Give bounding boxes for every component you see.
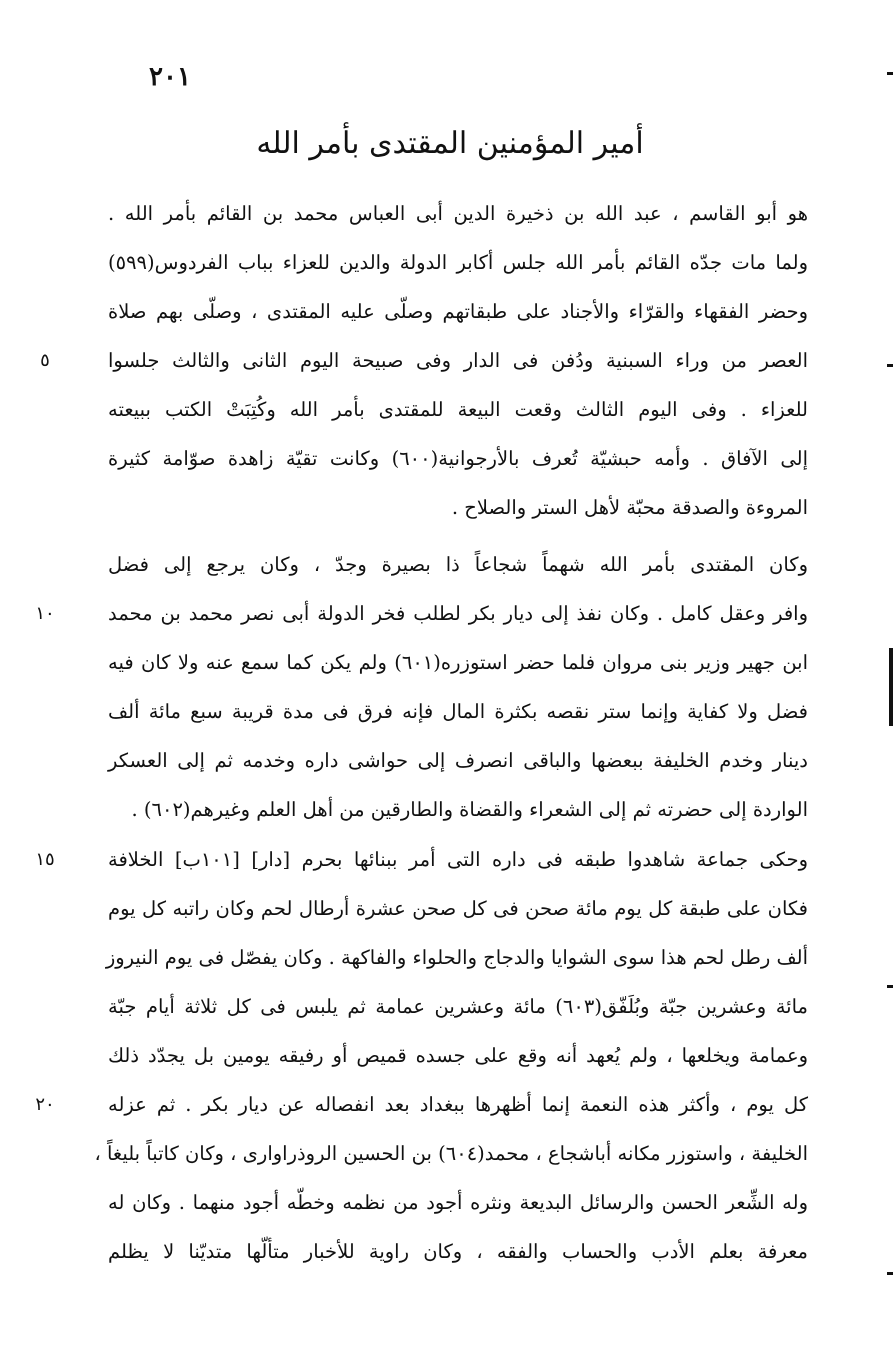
line-number: ٢٠ bbox=[35, 1094, 55, 1115]
page-number: ٢٠١ bbox=[149, 62, 191, 92]
line-number: ١٠ bbox=[35, 603, 55, 624]
text-line: فضل ولا كفاية وإنما ستر نقصه بكثرة المال فإنه فرق فى مدة قريبة سبع مائة ألف bbox=[108, 700, 808, 723]
line-number: ٥ bbox=[40, 350, 50, 371]
text-line: الواردة إلى حضرته ثم إلى الشعراء والقضاة والطارقين من أهل العلم وغيرهم(٦٠٢) . bbox=[131, 798, 808, 821]
text-line: هو أبو القاسم ، عبد الله بن ذخيرة الدين أبى العباس محمد بن القائم بأمر الله . bbox=[108, 202, 808, 225]
text-line: إلى الآفاق . وأمه حبشيّة تُعرف بالأرجوانية(٦٠٠) وكانت تقيّة زاهدة صوّامة كثيرة bbox=[108, 447, 808, 470]
line-number: ١٥ bbox=[35, 849, 55, 870]
page-title: أمير المؤمنين المقتدى بأمر الله bbox=[256, 126, 644, 161]
margin-mark bbox=[887, 72, 893, 75]
text-line: المروءة والصدقة محبّة لأهل الستر والصلاح . bbox=[451, 496, 808, 519]
text-line: كل يوم ، وأكثر هذه النعمة إنما أظهرها ببغداد بعد انفصاله عن ديار بكر . ثم عزله bbox=[108, 1093, 808, 1116]
text-line: وحضر الفقهاء والقرّاء والأجناد على طبقاتهم وصلّى عليه المقتدى ، وصلّى بهم صلاة bbox=[108, 300, 808, 323]
text-line: ابن جهير وزير بنى مروان فلما حضر استوزره(٦٠١) ولم يكن كما سمع عنه ولا كان فيه bbox=[108, 651, 809, 674]
margin-mark bbox=[887, 1272, 893, 1275]
text-line: وافر وعقل كامل . وكان نفذ إلى ديار بكر لطلب فخر الدولة أبى نصر محمد بن محمد bbox=[108, 602, 808, 625]
text-line: دينار وخدم الخليفة ببعضها والباقى انصرف إلى حواشى داره وخدمه ثم إلى العسكر bbox=[108, 749, 808, 772]
text-line: للعزاء . وفى اليوم الثالث وقعت البيعة للمقتدى بأمر الله وكُتِبَتْ الكتب ببيعته bbox=[108, 398, 808, 421]
text-line: ولما مات جدّه القائم بأمر الله جلس أكابر الدولة والدين للعزاء بباب الفردوس(٥٩٩) bbox=[108, 251, 808, 274]
text-line: وله الشِّعر الحسن والرسائل البديعة ونثره أجود من نظمه وخطّه أجود منهما . وكان له bbox=[108, 1191, 808, 1214]
margin-mark bbox=[887, 364, 893, 367]
margin-mark bbox=[887, 985, 893, 988]
text-line: وعمامة ويخلعها ، ولم يُعهد أنه وقع على جسده قميص أو رفيقه يومين بل يجدّد ذلك bbox=[108, 1044, 808, 1067]
text-line: مائة وعشرين جبّة وبُلَفّق(٦٠٣) مائة وعشرين عمامة ثم يلبس فى كل ثلاثة أيام جبّة bbox=[108, 995, 808, 1018]
text-line: معرفة بعلم الأدب والحساب والفقه ، وكان راوية للأخبار متألّها متديّنا لا يظلم bbox=[108, 1240, 808, 1263]
text-line: ألف رطل لحم هذا سوى الشوايا والدجاج والحلواء والفاكهة . وكان يفصّل فى يوم النيروز bbox=[105, 946, 808, 969]
text-line: فكان على طبقة كل يوم مائة صحن فى كل صحن عشرة أرطال لحم وكان راتبه كل يوم bbox=[108, 897, 808, 920]
margin-bar bbox=[889, 648, 893, 726]
text-line: وحكى جماعة شاهدوا طبقه فى داره التى أمر ببنائها بحرم [دار] [١٠١ب] الخلافة bbox=[108, 848, 808, 871]
text-line: وكان المقتدى بأمر الله شهماً شجاعاً ذا بصيرة وجدّ ، وكان يرجع إلى فضل bbox=[108, 553, 808, 576]
text-line: الخليفة ، واستوزر مكانه أباشجاع ، محمد(٦٠٤) بن الحسين الروذراوارى ، وكان كاتباً بليغاً ، bbox=[94, 1142, 808, 1165]
text-line: العصر من وراء السبنية ودُفن فى الدار وفى صبيحة اليوم الثانى والثالث جلسوا bbox=[108, 349, 808, 372]
